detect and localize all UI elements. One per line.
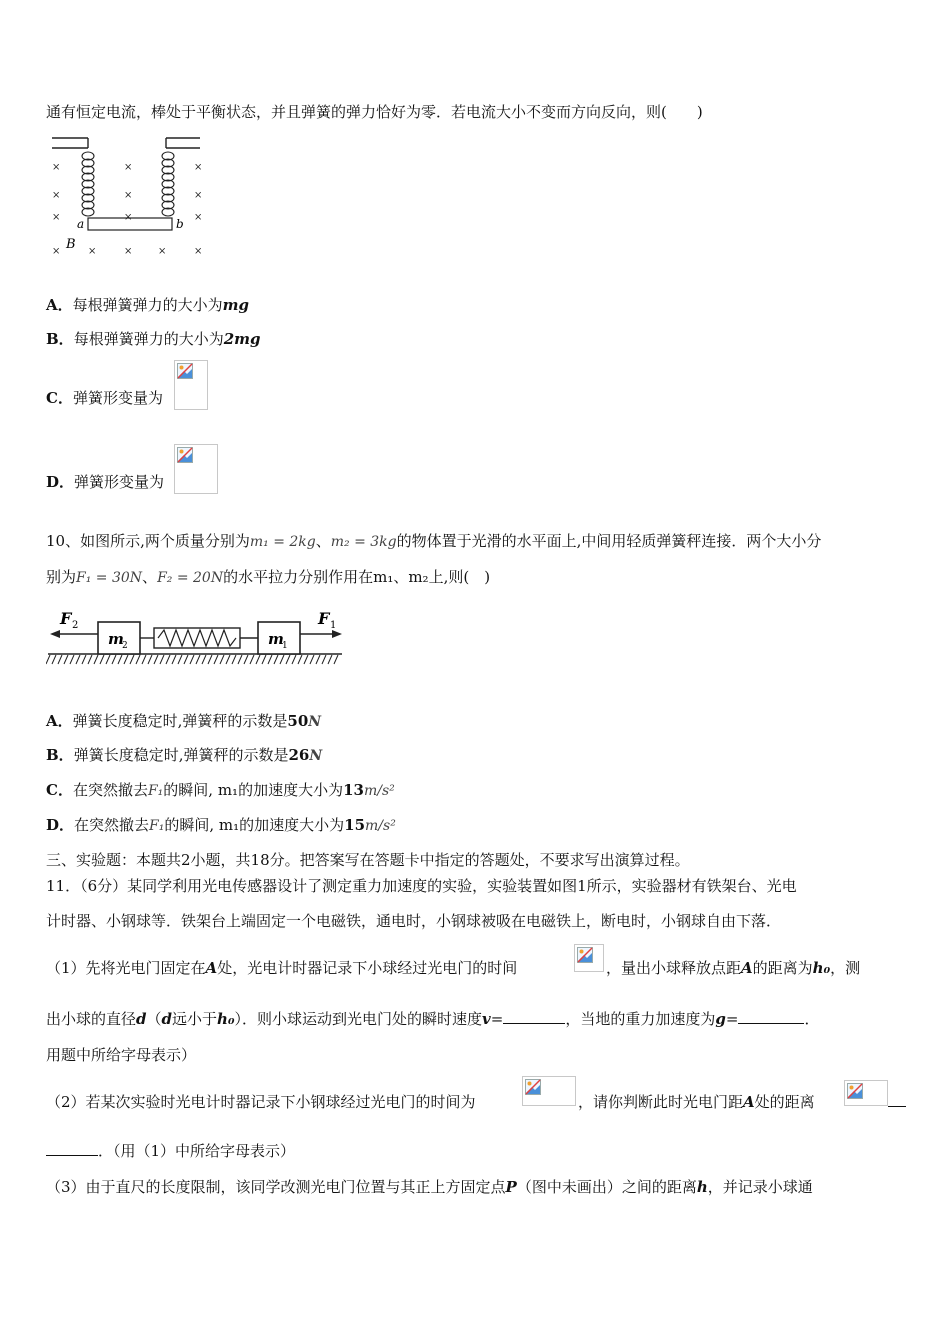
label-B: B — [66, 237, 76, 252]
field-cross: × — [124, 246, 133, 257]
field-cross: × — [124, 190, 133, 201]
q11-part2-line1-tail: ，请你判断此时光电门距A处的距离 — [578, 1093, 815, 1111]
svg-text:1: 1 — [282, 641, 288, 651]
left-spring — [82, 152, 94, 216]
q9-option-c: C．弹簧形变量为 — [46, 389, 163, 407]
field-cross: × — [52, 162, 61, 173]
q11-part1-line3: 用题中所给字母表示） — [46, 1046, 197, 1064]
q11-part1-line2: 出小球的直径d（d远小于h₀）．则小球运动到光电门处的瞬时速度v= ，当地的重力加速度为g= ． — [46, 1010, 820, 1028]
q11-part2-line2: ．（用（1）中所给字母表示） — [46, 1141, 295, 1161]
q9-option-d: D．弹簧形变量为 — [46, 473, 165, 491]
field-cross: × — [52, 246, 61, 257]
q11-part1-line1: （1）先将光电门固定在A处，光电计时器记录下小球经过光电门的时间 — [46, 959, 518, 977]
broken-image-icon — [174, 444, 218, 494]
q9-option-a: A．每根弹簧弹力的大小为mg — [46, 296, 250, 314]
broken-image-icon — [574, 944, 604, 972]
q11-line1: 11．（6分）某同学利用光电传感器设计了测定重力加速度的实验，实验装置如图1所示，实验器材有铁架台、光电 — [46, 877, 797, 895]
label-a: a — [77, 217, 85, 231]
q9-stem-tail: 通有恒定电流，棒处于平衡状态，并且弹簧的弹力恰好为零．若电流大小不变而方向反向，则( ) — [46, 103, 703, 121]
section-heading: 三、实验题：本题共2小题，共18分。把答案写在答题卡中指定的答题处，不要求写出演算过程。 — [46, 851, 690, 869]
svg-text:1: 1 — [330, 620, 337, 631]
q10-option-a: A．弹簧长度稳定时,弹簧秤的示数是50N — [46, 712, 322, 730]
field-cross: × — [194, 246, 203, 257]
broken-image-icon — [522, 1076, 576, 1106]
answer-blank-g[interactable] — [738, 1009, 804, 1024]
answer-blank-v[interactable] — [503, 1009, 565, 1024]
field-cross: × — [194, 190, 203, 201]
q10-option-c: C．在突然撤去F₁的瞬间, m₁的加速度大小为13m/s² — [46, 781, 395, 799]
answer-blank-distance-cont[interactable] — [46, 1141, 98, 1156]
svg-text:2: 2 — [122, 641, 128, 651]
field-cross: × — [52, 190, 61, 201]
q10-stem-line1: 10、如图所示,两个质量分别为m₁ = 2kg、m₂ = 3kg的物体置于光滑的水平面上,中间用轻质弹簧秤连接．两个大小分 — [46, 532, 822, 550]
q11-part2-line1: （2）若某次实验时光电计时器记录下小钢球经过光电门的时间为 — [46, 1093, 476, 1111]
q10-figure — [46, 604, 346, 676]
field-cross: × — [158, 246, 167, 257]
answer-blank-distance[interactable] — [888, 1092, 906, 1107]
svg-text:m: m — [268, 630, 284, 648]
field-cross: × — [52, 212, 61, 223]
q11-line2: 计时器、小钢球等．铁架台上端固定一个电磁铁，通电时，小钢球被吸在电磁铁上，断电时，小钢球自由下落． — [46, 912, 782, 930]
q9-option-b: B．每根弹簧弹力的大小为2mg — [46, 330, 261, 348]
svg-text:F: F — [60, 609, 72, 628]
q10-option-b: B．弹簧长度稳定时,弹簧秤的示数是26N — [46, 746, 323, 764]
q10-stem-line2: 别为F₁ = 30N、F₂ = 20N的水平拉力分别作用在m₁、m₂上,则( ) — [46, 568, 491, 586]
svg-text:F: F — [318, 609, 330, 628]
field-cross: × — [124, 162, 133, 173]
broken-image-icon — [174, 360, 208, 410]
field-cross: × — [124, 212, 133, 223]
label-b: b — [176, 217, 184, 231]
q11-part3-line1: （3）由于直尺的长度限制，该同学改测光电门位置与其正上方固定点P（图中未画出）之间的距离h，并记录小球通 — [46, 1178, 813, 1196]
field-cross: × — [194, 162, 203, 173]
field-cross: × — [88, 246, 97, 257]
svg-text:m: m — [108, 630, 124, 648]
svg-text:2: 2 — [72, 620, 79, 631]
broken-image-icon — [844, 1080, 888, 1106]
q11-part1-line1-tail: ，量出小球释放点距A的距离为h₀，测 — [606, 959, 861, 977]
q10-option-d: D．在突然撤去F₁的瞬间, m₁的加速度大小为15m/s² — [46, 816, 396, 834]
right-spring — [162, 152, 174, 216]
field-cross: × — [194, 212, 203, 223]
q9-figure — [44, 130, 214, 260]
